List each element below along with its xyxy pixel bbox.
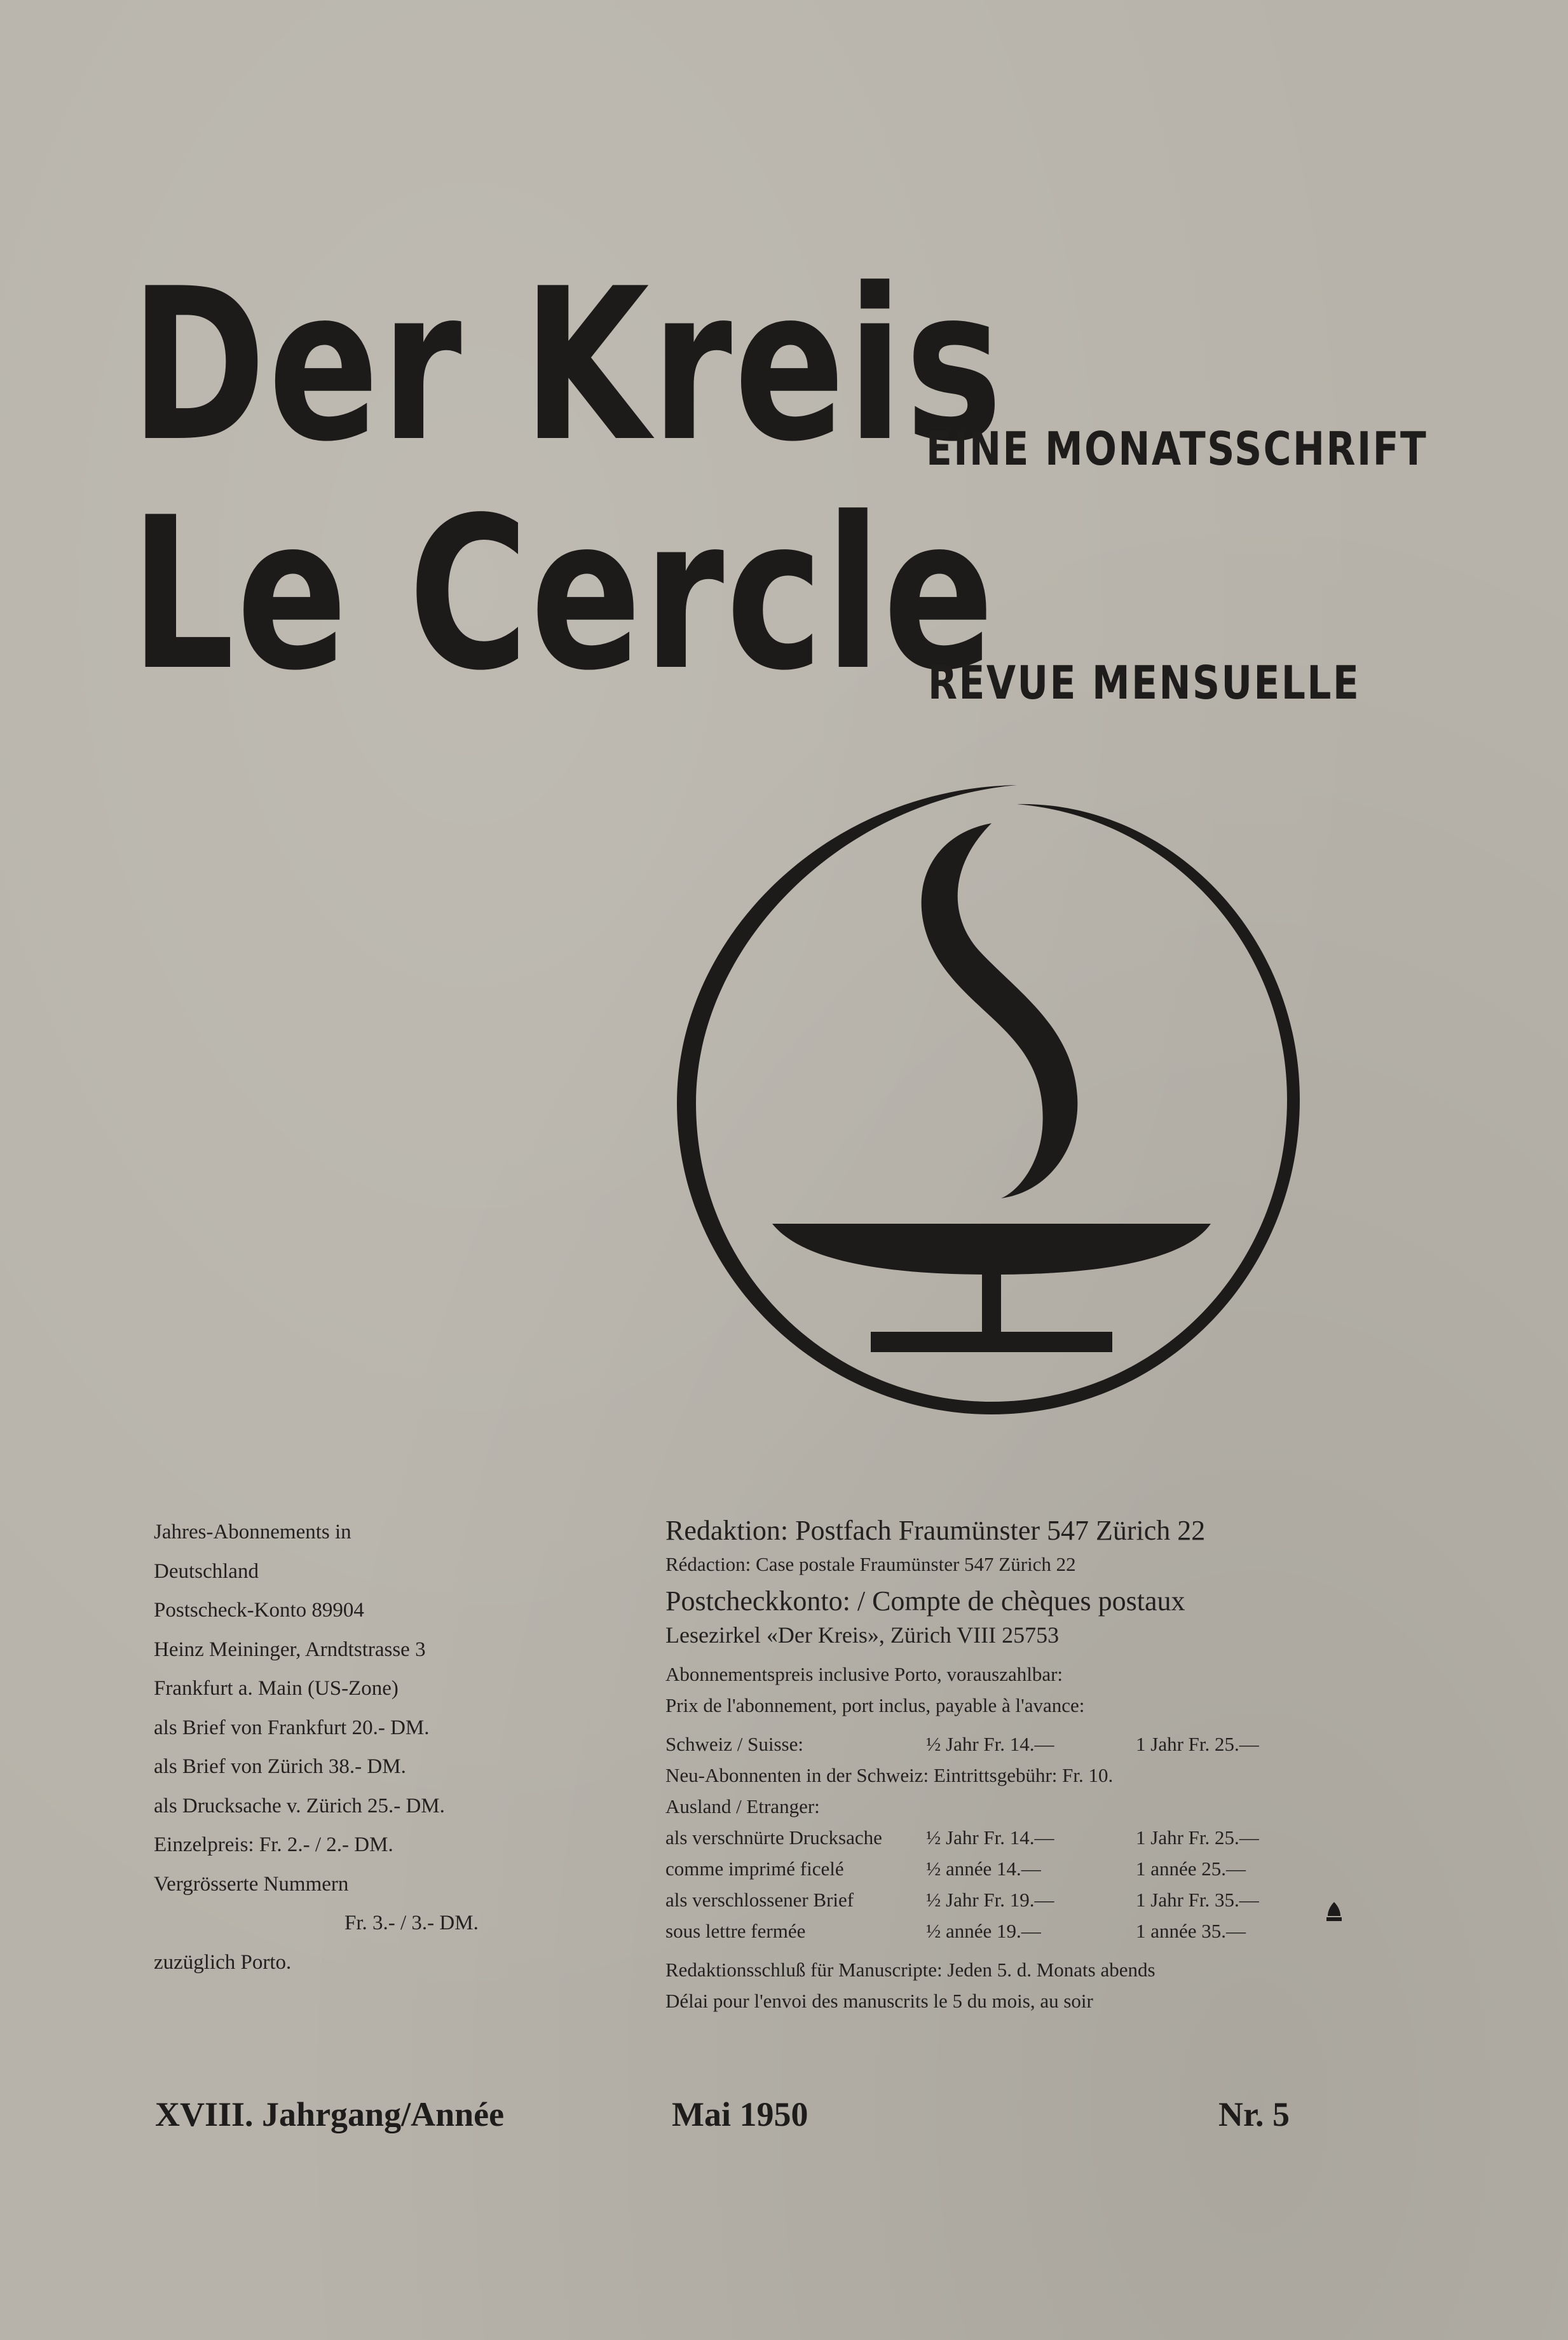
subtitle-french: REVUE MENSUELLE [928, 656, 1361, 709]
subscription-line: als Brief von Zürich 38.- DM. [154, 1755, 406, 1778]
title-der-kreis: Der Kreis [130, 243, 1005, 488]
subscription-line: Frankfurt a. Main (US-Zone) [154, 1677, 399, 1700]
deadline-fr: Délai pour l'envoi des manuscrits le 5 du mois, au soir [665, 1990, 1093, 2012]
subscription-line: zuzüglich Porto. [154, 1950, 292, 1974]
ink-mark [1325, 1901, 1343, 1922]
price-label: comme imprimé ficelé [665, 1858, 844, 1880]
new-subscribers-fee: Neu-Abonnenten in der Schweiz: Eintrittsgebühr: Fr. 10. [665, 1764, 1114, 1786]
subscription-line: Postscheck-Konto 89904 [154, 1599, 364, 1622]
subscription-line: als Brief von Frankfurt 20.- DM. [154, 1716, 430, 1739]
subscription-note-fr: Prix de l'abonnement, port inclus, payable à l'avance: [665, 1694, 1085, 1716]
price-label: Schweiz / Suisse: [665, 1733, 803, 1755]
deadline-de: Redaktionsschluß für Manuscripte: Jeden 5. d. Monats abends [665, 1959, 1156, 1981]
subscription-line: Vergrösserte Nummern [154, 1872, 349, 1896]
issue-number: Nr. 5 [1218, 2095, 1290, 2133]
subtitle-german: EINE MONATSSCHRIFT [926, 422, 1428, 476]
postcheck-account: Postcheckkonto: / Compte de chèques postaux [665, 1585, 1185, 1617]
lesezirkel-account: Lesezirkel «Der Kreis», Zürich VIII 25753 [665, 1622, 1060, 1648]
price-full-year: 1 année 25.— [1136, 1858, 1246, 1880]
subscription-line: Jahres-Abonnements in [154, 1521, 351, 1543]
price-row-abroad [665, 1853, 1326, 1884]
volume-label: XVIII. Jahrgang/Année [155, 2095, 505, 2133]
subscription-line: als Drucksache v. Zürich 25.- DM. [154, 1794, 445, 1817]
redaktion-address: Redaktion: Postfach Fraumünster 547 Zürich 22 [665, 1515, 1206, 1546]
price-half-year: ½ Jahr Fr. 14.— [926, 1733, 1054, 1755]
issue-date: Mai 1950 [672, 2095, 808, 2133]
subscription-note-de: Abonnementspreis inclusive Porto, vorauszahlbar: [665, 1663, 1063, 1685]
subscription-line: Heinz Meininger, Arndtstrasse 3 [154, 1638, 426, 1661]
subscription-line: Fr. 3.- / 3.- DM. [344, 1912, 479, 1934]
price-full-year: 1 Jahr Fr. 25.— [1136, 1826, 1259, 1849]
price-row-swiss [665, 1728, 1326, 1760]
price-half-year: ½ année 14.— [926, 1858, 1041, 1880]
price-label: als verschlossener Brief [665, 1889, 854, 1911]
price-half-year: ½ Jahr Fr. 19.— [926, 1889, 1054, 1911]
price-half-year: ½ année 19.— [926, 1920, 1041, 1942]
redaction-address: Rédaction: Case postale Fraumünster 547 Zürich 22 [665, 1553, 1076, 1575]
price-full-year: 1 Jahr Fr. 25.— [1136, 1733, 1259, 1755]
title-le-cercle: Le Cercle [130, 472, 997, 716]
germany-subscription-info [154, 1513, 561, 1982]
price-row-abroad [665, 1915, 1326, 1947]
price-row-abroad [665, 1884, 1326, 1915]
subscription-line: Deutschland [154, 1559, 259, 1583]
abroad-price-table [665, 1822, 1326, 1947]
flame-bowl-emblem-icon [661, 772, 1316, 1427]
price-row-abroad [665, 1822, 1326, 1853]
editorial-info [665, 1513, 1326, 2016]
price-label: als verschnürte Drucksache [665, 1826, 882, 1849]
price-full-year: 1 année 35.— [1136, 1920, 1246, 1942]
price-half-year: ½ Jahr Fr. 14.— [926, 1826, 1054, 1849]
abroad-label: Ausland / Etranger: [665, 1795, 820, 1817]
price-label: sous lettre fermée [665, 1920, 806, 1942]
subscription-line: Einzelpreis: Fr. 2.- / 2.- DM. [154, 1833, 393, 1856]
price-full-year: 1 Jahr Fr. 35.— [1136, 1889, 1259, 1911]
